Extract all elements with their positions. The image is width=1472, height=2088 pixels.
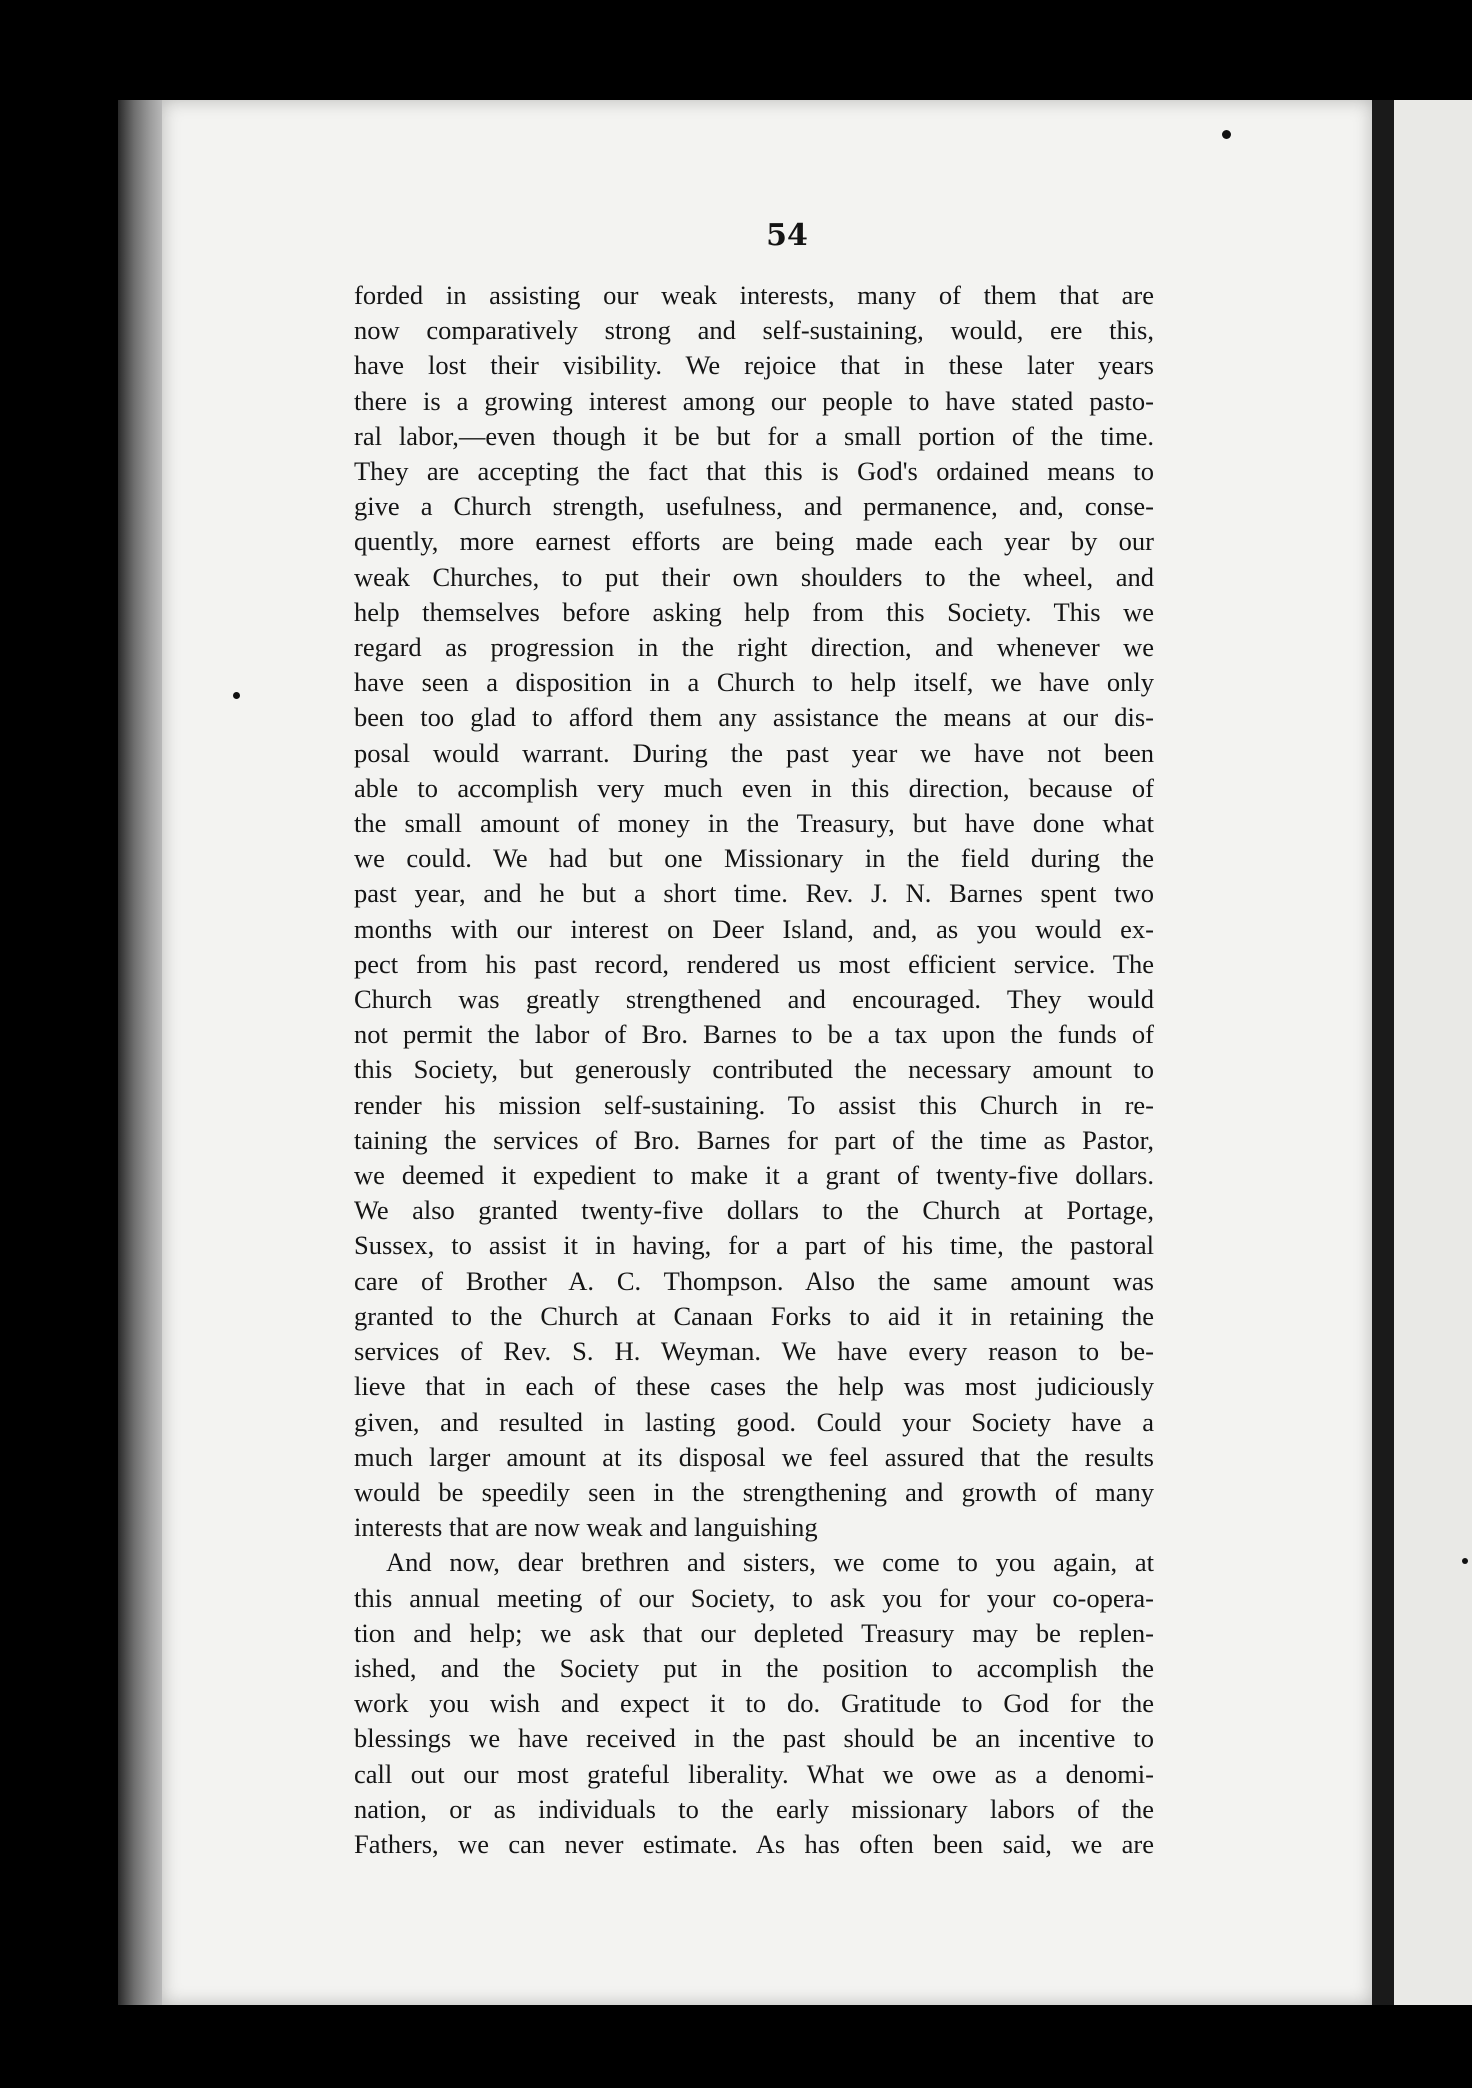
text-line: lieve that in each of these cases the help was most judiciously: [354, 1371, 1154, 1402]
text-line: have lost their visibility. We rejoice that in these later years: [354, 350, 1154, 381]
text-line: care of Brother A. C. Thompson. Also the same amount was: [354, 1265, 1154, 1296]
book-spine-shadow: [118, 100, 164, 2005]
text-line: been too glad to afford them any assistance the means at our dis-: [354, 702, 1154, 733]
text-line: would be speedily seen in the strengthening and growth of many: [354, 1476, 1154, 1507]
text-line: regard as progression in the right direction, and whenever we: [354, 632, 1154, 663]
facing-page-edge: [1394, 100, 1472, 2005]
text-line: ral labor,—even though it be but for a small portion of the time.: [354, 420, 1154, 451]
text-line: render his mission self-sustaining. To assist this Church in re-: [354, 1089, 1154, 1120]
text-line: able to accomplish very much even in this direction, because of: [354, 772, 1154, 803]
page-gutter: [1372, 100, 1394, 2005]
text-line: forded in assisting our weak interests, many of them that are: [354, 280, 1154, 310]
text-line: taining the services of Bro. Barnes for part of the time as Pastor,: [354, 1124, 1154, 1155]
text-line: much larger amount at its disposal we feel assured that the results: [354, 1441, 1154, 1472]
text-line: And now, dear brethren and sisters, we come to you again, at: [386, 1547, 1154, 1578]
text-line: pect from his past record, rendered us most efficient service. The: [354, 948, 1154, 979]
text-line: Church was greatly strengthened and encouraged. They would: [354, 984, 1154, 1015]
text-line: call out our most grateful liberality. What we owe as a denomi-: [354, 1758, 1154, 1789]
ink-speck: [1222, 130, 1231, 139]
text-line: this annual meeting of our Society, to ask you for your co-opera-: [354, 1582, 1154, 1613]
book-page: [162, 100, 1372, 2005]
text-line: quently, more earnest efforts are being made each year by our: [354, 526, 1154, 557]
text-line: this Society, but generously contributed the necessary amount to: [354, 1054, 1154, 1085]
text-line: nation, or as individuals to the early missionary labors of the: [354, 1793, 1154, 1824]
text-line: there is a growing interest among our people to have stated pasto-: [354, 385, 1154, 416]
text-line: Fathers, we can never estimate. As has often been said, we are: [354, 1828, 1154, 1859]
text-line: now comparatively strong and self-sustaining, would, ere this,: [354, 315, 1154, 346]
page-number: 54: [766, 218, 808, 253]
text-line: help themselves before asking help from this Society. This we: [354, 596, 1154, 627]
text-line: They are accepting the fact that this is God's ordained means to: [354, 456, 1154, 487]
text-line: interests that are now weak and languishing: [354, 1512, 818, 1543]
text-line: we deemed it expedient to make it a grant of twenty-five dollars.: [354, 1160, 1154, 1191]
ink-speck: [233, 692, 240, 699]
text-line: months with our interest on Deer Island, and, as you would ex-: [354, 913, 1154, 944]
text-line: tion and help; we ask that our depleted Treasury may be replen-: [354, 1617, 1154, 1648]
text-line: work you wish and expect it to do. Gratitude to God for the: [354, 1688, 1154, 1719]
text-line: give a Church strength, usefulness, and permanence, and, conse-: [354, 491, 1154, 522]
ink-speck: [1462, 1558, 1468, 1564]
text-line: blessings we have received in the past should be an incentive to: [354, 1723, 1154, 1754]
text-line: given, and resulted in lasting good. Could your Society have a: [354, 1406, 1154, 1437]
text-line: not permit the labor of Bro. Barnes to be a tax upon the funds of: [354, 1019, 1154, 1050]
text-line: ished, and the Society put in the position to accomplish the: [354, 1652, 1154, 1683]
text-line: the small amount of money in the Treasury, but have done what: [354, 808, 1154, 839]
text-line: posal would warrant. During the past year we have not been: [354, 737, 1154, 768]
text-line: have seen a disposition in a Church to help itself, we have only: [354, 667, 1154, 698]
text-line: granted to the Church at Canaan Forks to aid it in retaining the: [354, 1300, 1154, 1331]
text-line: services of Rev. S. H. Weyman. We have every reason to be-: [354, 1336, 1154, 1367]
body-text: [354, 278, 1154, 1862]
text-line: past year, and he but a short time. Rev. J. N. Barnes spent two: [354, 878, 1154, 909]
text-line: we could. We had but one Missionary in the field during the: [354, 843, 1154, 874]
text-line: We also granted twenty-five dollars to the Church at Portage,: [354, 1195, 1154, 1226]
text-line: weak Churches, to put their own shoulders to the wheel, and: [354, 561, 1154, 592]
text-line: Sussex, to assist it in having, for a part of his time, the pastoral: [354, 1230, 1154, 1261]
